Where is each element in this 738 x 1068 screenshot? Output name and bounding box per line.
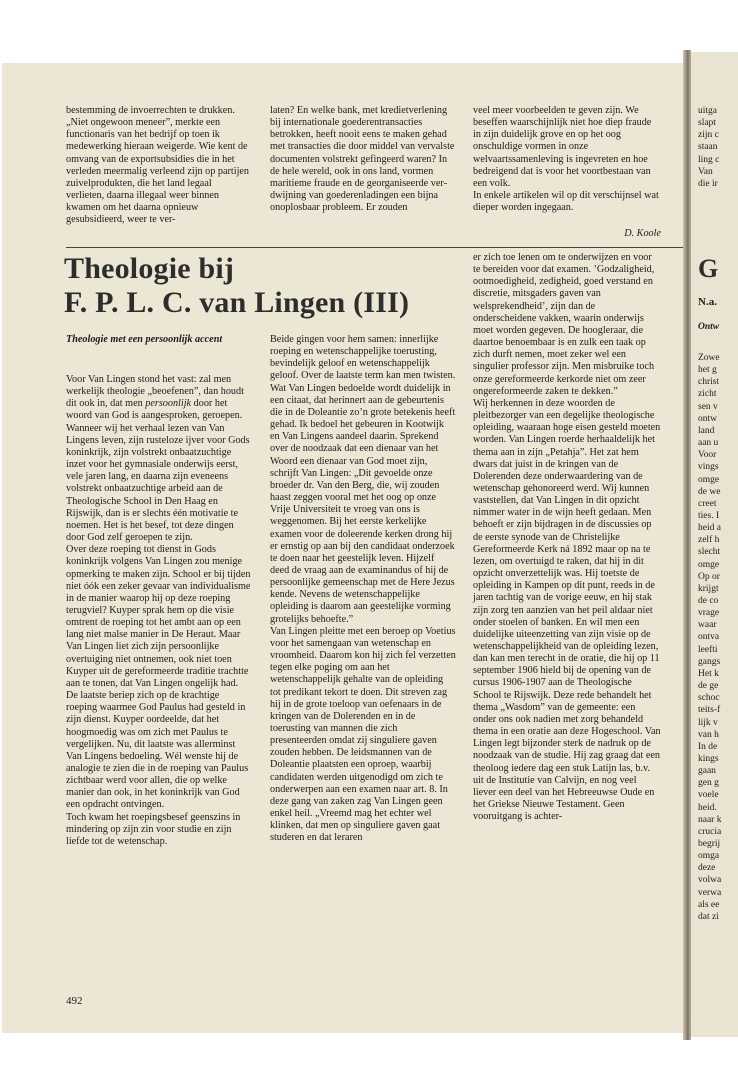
article-col-3 — [473, 252, 661, 823]
next-page-line: deze — [698, 863, 716, 874]
next-page-line: de co — [698, 596, 719, 606]
next-page-line: dat zi — [698, 911, 719, 922]
next-page-line: aan u — [698, 438, 719, 449]
next-page-line: begrij — [698, 839, 721, 849]
col3-paragraph-2: Wij herkennen in deze woorden de pleitbezorger van een degelijke theologische opleiding, waaraan hoge eisen gesteld moeten worden. Van Lingen roerde herhaaldelijk het thema aan in zijn „Petahja”. Het zat hem dwars dat juist in de kringen van de Dolerenden deze onderwaardering van de wetenschap gehonoreerd werd. Wij kunnen vaststellen, dat Van Lingen in dit opzicht nimmer water in de wijn heeft gedaan. Men behoeft er zijn bijdragen in de discussies op de eerste synode van de Christelijke Gereformeerde Kerk ná 1892 maar op na te lezen, om overtuigd te raken, dat hij in dit opzicht onverzettelijk was. Hij toetste de opleiding in Kampen op dit punt, reeds in de jaren tachtig van de vorige eeuw, en hij stak zijn zorg ten aanzien van het peil aldaar niet onder stoelen of banken. En wil men een duidelijke uiteenzetting van zijn visie op de wetenschappelijkheid van de opleiding lezen, dan kan men terecht in de oratie, die hij op 11 september 1906 hield bij de opening van de cursus 1906-1907 aan de Theologische School te Rijswijk. Deze rede behandelt het thema „Wasdom” van de gemeente: een onder ons ook nadien met zorg behandeld thema in een oratie aan deze Hogeschool. Van Lingen legt bijzonder sterk de nadruk op de noodzaak van de studie. Hij zag graag dat een theoloog iedere dag een stuk Latijn las, b.v. uit de Institutie van Calvijn, en nog veel liever een deel van het Hebreeuwse Oude en het Griekse Nieuwe Testament. Geen vooruitgang is achter- — [473, 397, 661, 823]
next-page-line: vings — [698, 462, 719, 473]
prev-article-author: D. Koole — [624, 228, 661, 239]
next-page-line: omge — [698, 559, 720, 570]
next-page-line: waar — [698, 620, 717, 631]
next-page-line: gen g — [698, 778, 719, 789]
next-page-line: omge — [698, 474, 720, 485]
next-page-line: voele — [698, 790, 719, 801]
article-title-line2: F. P. L. C. van Lingen (III) — [64, 286, 410, 319]
next-page-line: schoc — [698, 693, 720, 704]
page-number: 492 — [66, 995, 83, 1007]
next-page-line: volwa — [698, 875, 722, 886]
col3-paragraph-1: er zich toe lenen om te onderwijzen en voor te bereiden voor dat examen. ’Godzaligheid, ootmoedigheid, zedigheid, goed verstand en discretie, mitsgaders gaven van welsprekendheid’, zijn dan de onderscheidene vakken, waarin onderwijs moet worden gegeven. De hoogleraar, die daartoe benoembaar is en zulk een taak op zich durft nemen, moet zeker wel een singulier professor zijn. Men misbruike toch onze gereformeerde kerkorde niet om zeer ongereformeerde zaken te dekken.” — [473, 252, 655, 397]
next-page-subheading: N.a. — [698, 296, 717, 308]
next-page-line: creet — [698, 498, 717, 509]
next-page-line: leefti — [698, 644, 718, 655]
next-page-line: Voor — [698, 450, 717, 461]
article-col-2 — [270, 334, 456, 845]
next-page-line: Van — [698, 166, 713, 177]
next-page-line: zijn c — [698, 130, 719, 141]
next-page-line: van h — [698, 729, 719, 740]
prev-article-col-1: bestemming de invoerrechten te drukken. „Niet ongewoon meneer”, merkte een functionaris van het bedrijf op toen ik medewerking hieraan weigerde. Wie kent de omvang van de exportsubsidies die in het verleden meermalig verleend zijn op partijen zuivelprodukten, die het land legaal verlieten, daarna illegaal weer binnen kwamen om het daarna opnieuw gesubsidieerd, weer te ver- — [66, 105, 250, 226]
next-page-line: crucia — [698, 826, 722, 837]
next-page-line: heid. — [698, 802, 717, 813]
next-page-line: vrage — [698, 608, 720, 619]
next-page-line: teits-f — [698, 705, 721, 716]
next-page-line: naar k — [698, 814, 722, 825]
next-page-line: gangs — [698, 656, 721, 667]
article-col-1 — [66, 374, 252, 848]
next-page-line: In de — [698, 741, 718, 752]
next-page-italic: Ontw — [698, 322, 720, 332]
next-page-line: ling c — [698, 154, 720, 165]
next-page-line: ties. I — [698, 510, 720, 521]
next-page-line: slecht — [698, 547, 721, 558]
prev-article-col-2: laten? En welke bank, met kredietverlening bij internationale goederentransacties betrokken, heeft nooit eens te maken gehad met transacties die door middel van vervalste documenten volstrekt gefingeerd waren? In de hele wereld, ook in ons land, vormen maritieme fraude en de georganiseerde verdwijning van goederenladingen een bijna onoplosbaar probleem. Er zouden — [270, 105, 455, 214]
col1-paragraph-3: Toch kwam het roepingsbesef geenszins in mindering op zijn zin voor studie en zijn liefde tot de wetenschap. — [66, 811, 241, 847]
col1-paragraph-1: Voor Van Lingen stond het vast: zal men werkelijk theologie „beoefenen”, dan houdt dit ook in, dat men persoonlijk door het woord van God is aangesproken, geroepen. Wanneer wij het verhaal lezen van Van Lingens leven, zijn rusteloze ijver voor Gods koninkrijk, zijn volstrekt onbaatzuchtige inzet voor het gymnasiale onderwijs eerst, vele jaren lang, en daarna zijn eveneens volstrekt onbaatzuchtige arbeid aan de Theologische School in Den Haag en Rijswijk, dan is er slechts één motivatie te noemen. Het is het besef, tot deze dingen door God zelf geroepen te zijn. — [66, 374, 250, 544]
next-page-line: lijk v — [698, 717, 718, 728]
next-page-line: het g — [698, 365, 717, 376]
next-page-line: slapt — [698, 118, 716, 129]
next-page-line: de we — [698, 486, 721, 497]
next-page-line: Op or — [698, 571, 720, 582]
next-page-line: zelf h — [698, 535, 720, 546]
next-page-line: land — [698, 425, 715, 436]
article-divider — [66, 247, 683, 248]
next-page-line: omga — [698, 851, 720, 862]
col2-paragraph-2: Van Lingen pleitte met een beroep op Voetius voor het samengaan van wetenschap en vroomheid. Daarom kon hij zich fel verzetten tegen elke poging om aan het wetenschappelijk gehalte van de opleiding tot predikant tekort te doen. Dit streven zag hij in de grote toeloop van oefenaars in de kringen van de Dolerenden en in de toerusting van mannen die zich presenteerden omdat zij singuliere gaven zouden hebben. De leidsmannen van de Doleantie plaatsten een oproep, waarbij candidaten werden uitgenodigd om zich te onderwerpen aan een examen naar art. 8. In deze gang van zaken zag Van Lingen geen enkel heil. „Vreemd mag het echter wel klinken, dat men op singuliere gaven gaat studeren en dat leraren — [270, 625, 456, 844]
next-page-line: krijgt — [698, 583, 719, 594]
next-page-line: staan — [698, 142, 718, 153]
next-page-line: ontva — [698, 632, 720, 643]
page-spine — [683, 50, 691, 1040]
next-page-line: die ir — [698, 178, 718, 189]
article-title — [64, 252, 409, 320]
next-page-line: gaan — [698, 766, 716, 777]
next-page-line: verwa — [698, 887, 722, 898]
prev-article-col-3: veel meer voorbeelden te geven zijn. We beseffen waarschijnlijk niet hoe diep fraude in zijn duidelijk grove en op het oog onschuldige vormen in onze welvaartssamenleving is ingevreten en hoe bedreigend dat is voor het voortbestaan van een volk. In enkele artikelen wil op dit verschijnsel wat dieper worden ingegaan. — [473, 105, 659, 214]
article-subhead: Theologie met een persoonlijk accent — [66, 334, 223, 345]
next-page-heading: G — [698, 254, 719, 283]
next-page-line: zicht — [698, 389, 717, 400]
col1-paragraph-2: Over deze roeping tot dienst in Gods koninkrijk volgens Van Lingen zou menige opmerking te maken zijn. School er bij tijden niet óók een zeker gevaar van individualisme in de manier waarop hij op deze roeping terugviel? Kuyper sprak hem op die visie omtrent de roeping tot het ambt aan op een lang niet malse manier in De Heraut. Maar Van Lingen liet zich zijn persoonlijke overtuiging niet ontnemen, ook niet toen Kuyper uit de gereformeerde traditie trachtte aan te tonen, dat Van Lingen ongelijk had. De laatste beriep zich op de krachtige roeping waarmee God Paulus had gesteld in zijn dienst. Kuyper oordeelde, dat het hoogmoedig was om zich met Paulus te vergelijken. Nu, dit laatste was allerminst Van Lingens bedoeling. Wél wenste hij de analogie te zien die in de roeping van Paulus zichtbaar werd voor allen, die op welke manier dan ook, in het koninkrijk van God een opdracht ontvingen. — [66, 544, 251, 811]
col2-paragraph-1: Beide gingen voor hem samen: innerlijke roeping en wetenschappelijke toerusting, bevindelijk geloof en wetenschappelijk geloof. Over de laatste term kan men twisten. Wat Van Lingen bedoelde wordt duidelijk in een citaat, dat herinnert aan de gebeurtenis die in de Doleantie zo’n grote betekenis heeft gehad. Ik bedoel het gebeuren in Kootwijk en Van Lingens aandeel daarin. Sprekend over de noodzaak dat een dienaar van het Woord een dienaar van God moet zijn, schrijft Van Lingen: „Dit gevoelde onze broeder dr. Van den Berg, die, wij zouden haast zeggen vooral met het oog op onze Vrije Universiteit te vroeg van ons is weggenomen. Bij het eerste kerkelijke examen voor de doleerende kerken drong hij er ernstig op aan bij den candidaat onderzoek te doen naar het geestelijk leven. Hijzelf deed de vraag aan de examinandus of hij de persoonlijke gemeenschap met de Here Jezus kende. Nevens de wetenschappelijke opleiding is daarom aan geestelijke vorming grotelijks behoefte.” — [270, 334, 456, 625]
next-page-line: heid a — [698, 523, 721, 534]
next-page-line: Het k — [698, 668, 719, 679]
next-page-line: kings — [698, 753, 719, 764]
next-page-line: Zowe — [698, 353, 720, 363]
next-page-line: sen v — [698, 401, 718, 412]
next-page-line: ontw — [698, 413, 717, 424]
next-page-line: christ — [698, 377, 720, 388]
next-page-line: uitga — [698, 106, 717, 116]
article-title-line1: Theologie bij — [64, 252, 235, 285]
next-page-line: de ge — [698, 681, 719, 692]
next-page-line: als ee — [698, 899, 720, 910]
